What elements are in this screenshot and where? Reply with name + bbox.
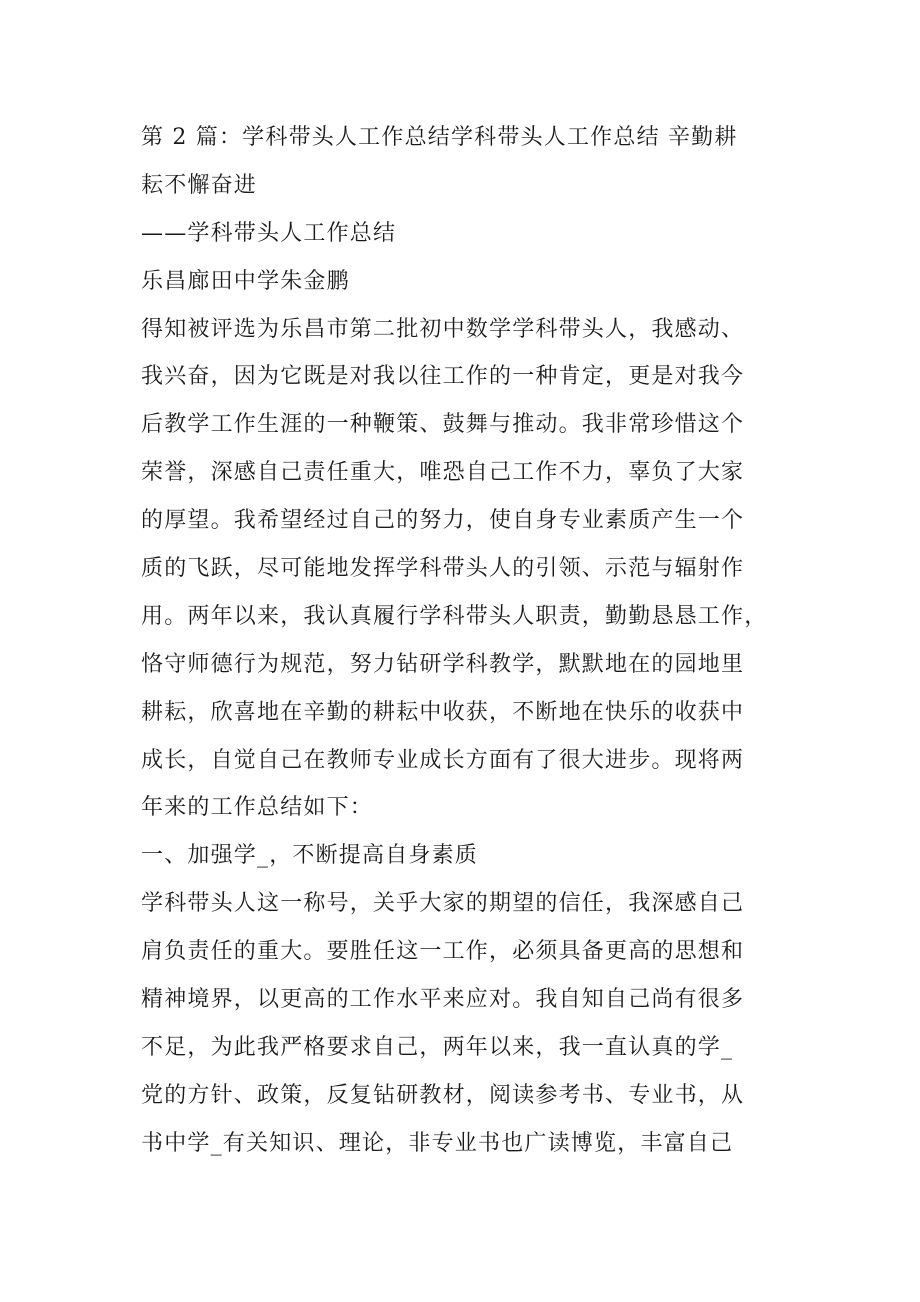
paragraph-line: 党的方针、政策，反复钻研教材，阅读参考书、专业书，从 [141,1082,745,1108]
paragraph-line: 精神境界，以更高的工作水平来应对。我自知自己尚有很多 [141,987,745,1013]
paragraph-line: 学科带头人这一称号，关乎大家的期望的信任，我深感自己 [141,891,745,917]
document-title-line-1: 第 2 篇：学科带头人工作总结学科带头人工作总结 辛勤耕 [141,125,738,150]
paragraph-line: 用。两年以来，我认真履行学科带头人职责，勤勤恳恳工作， [141,603,768,629]
paragraph-line: 我兴奋，因为它既是对我以往工作的一种肯定，更是对我今 [141,364,745,390]
paragraph-line: 得知被评选为乐昌市第二批初中数学学科带头人，我感动、 [141,316,745,342]
paragraph-line: 耕耘，欣喜地在辛勤的耕耘中收获，不断地在快乐的收获中 [141,699,745,725]
paragraph-line: 成长，自觉自己在教师专业成长方面有了很大进步。现将两 [141,747,745,773]
document-body [141,114,801,1168]
section-heading: 一、加强学_，不断提高自身素质 [141,843,479,869]
document-title-line-2: 耘不懈奋进 [141,172,258,198]
document-author: 乐昌廊田中学朱金鹏 [141,268,350,294]
paragraph-line: 书中学_有关知识、理论，非专业书也广读博览，丰富自己 [141,1130,734,1156]
paragraph-line: 质的飞跃，尽可能地发挥学科带头人的引领、示范与辐射作 [141,556,745,582]
paragraph-line: 恪守师德行为规范，努力钻研学科教学，默默地在的园地里 [141,651,745,677]
document-subtitle: ——学科带头人工作总结 [141,220,397,246]
paragraph-line: 年来的工作总结如下： [141,795,374,821]
paragraph-line: 的厚望。我希望经过自己的努力，使自身专业素质产生一个 [141,508,745,534]
paragraph-line: 肩负责任的重大。要胜任这一工作，必须具备更高的思想和 [141,939,745,965]
paragraph-line: 不足，为此我严格要求自己，两年以来，我一直认真的学_ [141,1034,734,1060]
paragraph-line: 荣誉，深感自己责任重大，唯恐自己工作不力，辜负了大家 [141,460,745,486]
paragraph-line: 后教学工作生涯的一种鞭策、鼓舞与推动。我非常珍惜这个 [141,412,745,438]
